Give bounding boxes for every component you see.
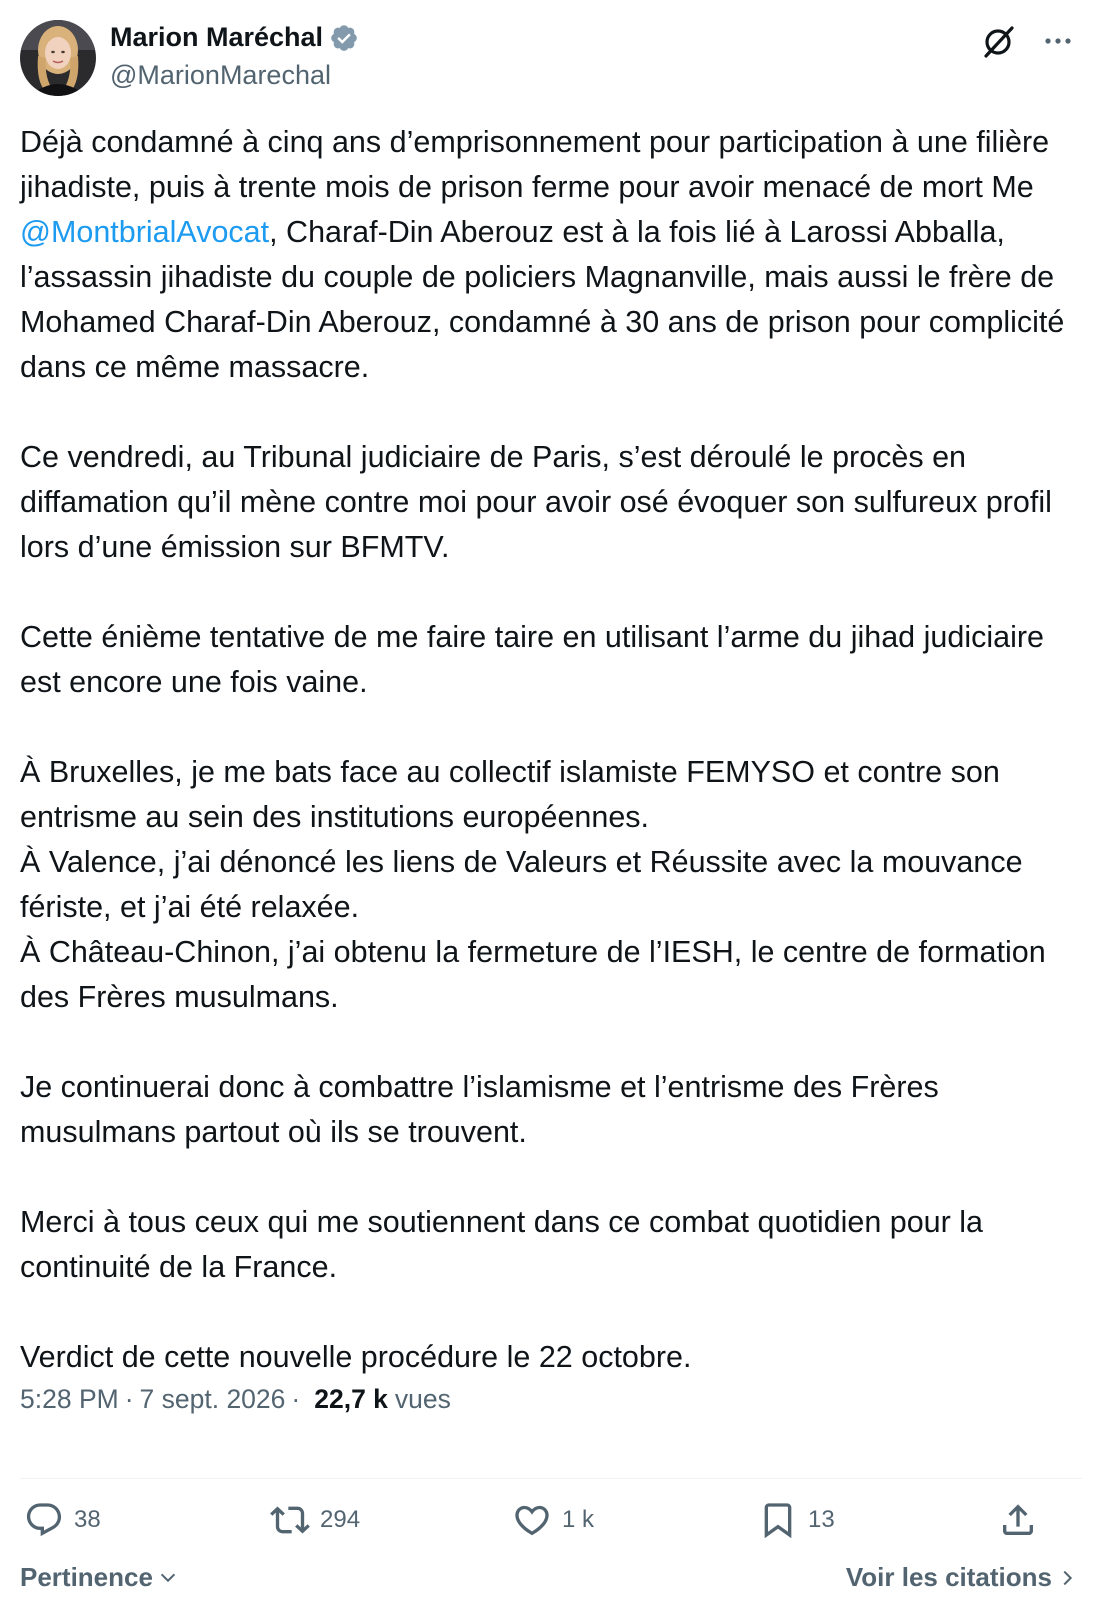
tweet-header: [20, 20, 1082, 96]
bookmark-button[interactable]: [758, 1500, 835, 1540]
tweet-meta: [20, 1384, 451, 1415]
action-bar: [20, 1500, 1082, 1556]
views-label: vues: [394, 1384, 451, 1414]
like-count: 1 k: [562, 1506, 595, 1533]
mention-link[interactable]: @MontbrialAvocat: [20, 215, 270, 249]
reply-button[interactable]: [24, 1500, 101, 1540]
chevron-right-icon: [1056, 1567, 1078, 1589]
repost-button[interactable]: [270, 1500, 360, 1540]
view-quotes-link[interactable]: [846, 1562, 1078, 1593]
bookmark-icon: [758, 1500, 798, 1540]
tweet-time[interactable]: 5:28 PM: [20, 1384, 119, 1414]
share-icon: [998, 1500, 1038, 1540]
more-icon[interactable]: [1038, 22, 1078, 62]
replies-footer: [20, 1562, 1082, 1602]
bookmark-count: 13: [808, 1506, 835, 1533]
repost-count: 294: [320, 1506, 361, 1533]
author-name[interactable]: Marion Maréchal: [110, 22, 324, 52]
reply-count: 38: [74, 1506, 101, 1533]
quotes-label: Voir les citations: [845, 1562, 1052, 1592]
meta-separator-2: ·: [291, 1384, 301, 1414]
verified-badge-icon[interactable]: [329, 23, 359, 53]
chevron-down-icon: [157, 1567, 179, 1589]
meta-separator: ·: [124, 1384, 134, 1414]
author-handle[interactable]: @MarionMarechal: [110, 60, 331, 90]
share-button[interactable]: [998, 1500, 1038, 1540]
repost-icon: [270, 1500, 310, 1540]
tweet-text: [20, 120, 1084, 1380]
views-count: 22,7 k: [314, 1384, 388, 1414]
author-name-row: [110, 22, 359, 53]
tweet-text-part-1: Déjà condamné à cinq ans d’emprisonnement pour participation à une filière jihadiste, puis à trente mois de prison ferme pour avoir menacé de mort Me: [20, 125, 1058, 204]
divider: [20, 1478, 1082, 1479]
grok-icon[interactable]: [978, 22, 1018, 62]
reply-icon: [24, 1500, 64, 1540]
sort-label: Pertinence: [20, 1562, 153, 1592]
tweet-text-part-2: , Charaf-Din Aberouz est à la fois lié à Larossi Abballa, l’assassin jihadiste du couple de policiers Magnanville, mais aussi le frère de Mohamed Charaf-Din Aberouz, condamné à 30 ans de prison pour complicité dans ce même massacre. Ce vendredi, au Tribunal judiciaire de Paris, s’est déroulé le procès en diffamation qu’il mène contre moi pour avoir osé évoquer son sulfureux profil lors d’une émission sur BFMTV. Cette énième tentative de me faire taire en utilisant l’arme du jihad judiciaire est encore une fois vaine. À Bruxelles, je me bats face au collectif islamiste FEMYSO et contre son entrisme au sein des institutions européennes. À Valence, j’ai dénoncé les liens de Valeurs et Réussite avec la mouvance fériste, et j’ai été relaxée. À Château-Chinon, j’ai obtenu la fermeture de l’IESH, le centre de formation des Frères musulmans. Je continuerai donc à combattre l’islamisme et l’entrisme des Frères musulmans partout où ils se trouvent. Merci à tous ceux qui me soutiennent dans ce combat quotidien pour la continuité de la France. Verdict de cette nouvelle procédure le 22 octobre.: [20, 215, 1065, 1374]
tweet-date[interactable]: 7 sept. 2026: [139, 1384, 286, 1414]
like-icon: [512, 1500, 552, 1540]
sort-dropdown[interactable]: [20, 1562, 179, 1593]
like-button[interactable]: [512, 1500, 594, 1540]
avatar[interactable]: [20, 20, 96, 96]
